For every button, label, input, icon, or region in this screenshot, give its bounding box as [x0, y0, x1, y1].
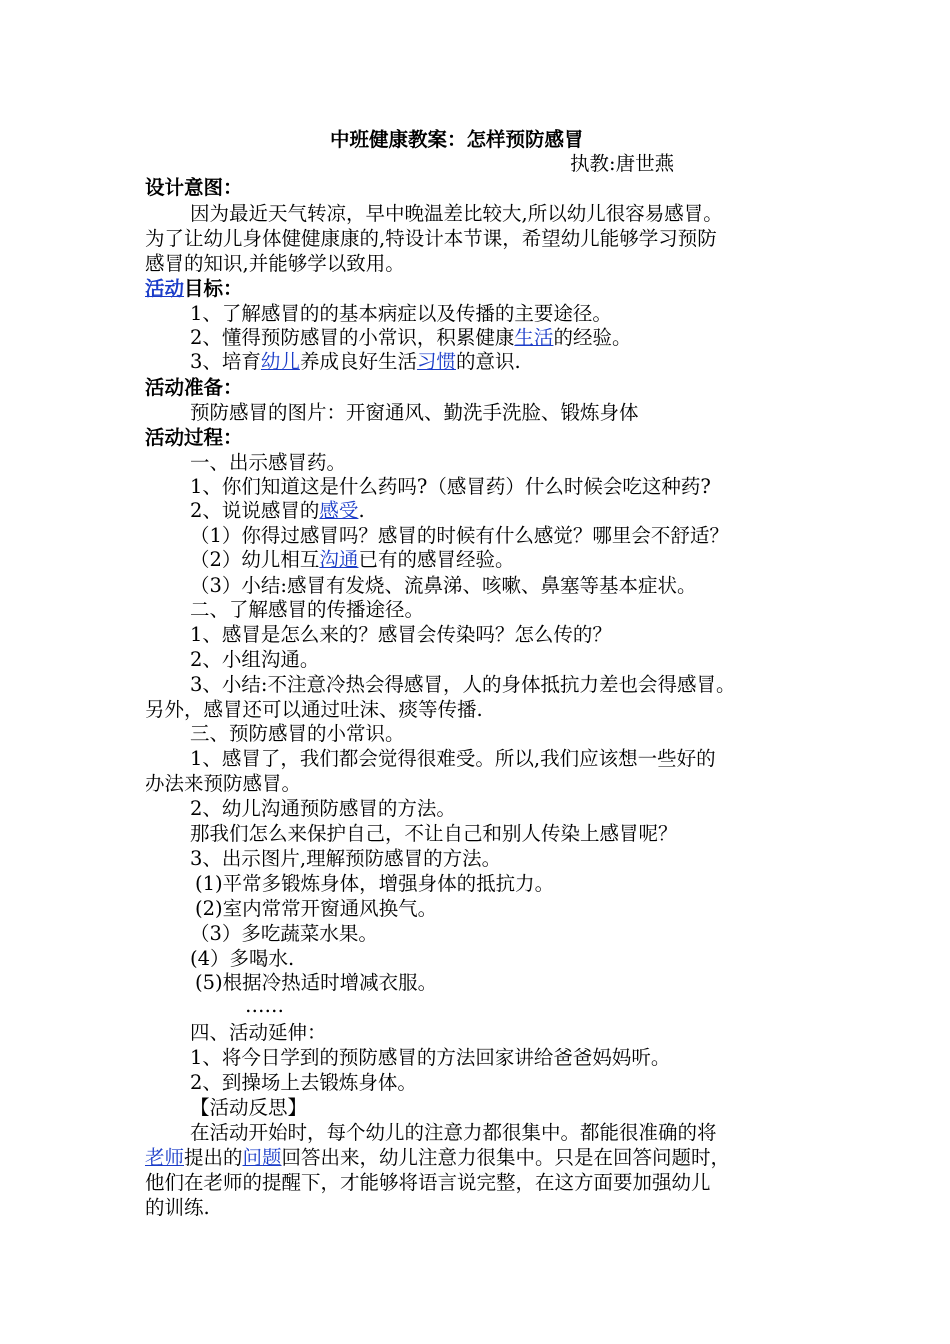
text: 2、说说感冒的	[190, 499, 320, 522]
link-life[interactable]: 生活	[514, 326, 554, 349]
step-item-cont: 办法来预防感冒。	[145, 772, 302, 795]
text: 提出的	[184, 1146, 243, 1169]
link-feeling[interactable]: 感受	[319, 499, 359, 522]
link-teacher[interactable]: 老师	[145, 1146, 185, 1169]
step-item: 1、你们知道这是什么药吗?（感冒药）什么时候会吃这种药?	[190, 475, 711, 498]
text: 的经验。	[553, 326, 632, 349]
section-heading-prep: 活动准备：	[145, 376, 243, 399]
prep-line: 预防感冒的图片：开窗通风、勤洗手洗脸、锻炼身体	[190, 401, 639, 424]
sub-item: （3）小结:感冒有发烧、流鼻涕、咳嗽、鼻塞等基本症状。	[190, 574, 697, 597]
link-habit[interactable]: 习惯	[416, 350, 456, 373]
reflection-line	[145, 1146, 730, 1170]
reflection-heading: 【活动反思】	[190, 1096, 308, 1119]
link-children[interactable]: 幼儿	[260, 350, 300, 373]
method-item: (1)平常多锻炼身体，增强身体的抵抗力。	[195, 872, 555, 895]
method-item: (4）多喝水.	[190, 947, 295, 970]
text: .	[358, 499, 365, 522]
reflection-line: 的训练.	[145, 1196, 210, 1219]
step-title: 四、活动延伸：	[190, 1021, 327, 1044]
step-item: 1、感冒了，我们都会觉得很难受。所以,我们应该想一些好的	[190, 747, 716, 770]
paragraph-line: 感冒的知识,并能够学以致用。	[145, 252, 405, 275]
step-item	[190, 499, 365, 523]
text: 3、培育	[190, 350, 261, 373]
step-title: 一、出示感冒药。	[190, 451, 347, 474]
text: 已有的感冒经验。	[358, 548, 515, 571]
text: 养成良好生活	[299, 350, 417, 373]
goal-item	[190, 326, 631, 350]
reflection-line: 他们在老师的提醒下，才能够将语言说完整，在这方面要加强幼儿	[145, 1171, 711, 1194]
goal-item	[190, 350, 521, 374]
document-title: 中班健康教案：怎样预防感冒	[330, 128, 584, 151]
method-item: (5)根据冷热适时增减衣服。	[195, 971, 438, 994]
link-activity[interactable]: 活动	[145, 277, 185, 300]
step-item: 1、将今日学到的预防感冒的方法回家讲给爸爸妈妈听。	[190, 1046, 671, 1069]
step-item: 2、小组沟通。	[190, 648, 320, 671]
step-item: 3、出示图片,理解预防感冒的方法。	[190, 847, 502, 870]
step-item: 2、幼儿沟通预防感冒的方法。	[190, 797, 456, 820]
section-heading-process: 活动过程：	[145, 426, 243, 449]
teacher-name: 执教:唐世燕	[570, 152, 675, 175]
goal-item: 1、了解感冒的的基本病症以及传播的主要途径。	[190, 302, 612, 325]
link-question[interactable]: 问题	[242, 1146, 282, 1169]
text: 的意识.	[455, 350, 521, 373]
step-title: 二、了解感冒的传播途径。	[190, 598, 425, 621]
paragraph-line: 因为最近天气转凉，早中晚温差比较大,所以幼儿很容易感冒。	[190, 202, 723, 225]
step-question: 那我们怎么来保护自己，不让自己和别人传染上感冒呢？	[190, 822, 678, 845]
step-item: 2、到操场上去锻炼身体。	[190, 1071, 417, 1094]
reflection-line: 在活动开始时，每个幼儿的注意力都很集中。都能很准确的将	[190, 1121, 717, 1144]
step-item-cont: 另外，感冒还可以通过吐沫、痰等传播.	[145, 698, 483, 721]
text: 2、懂得预防感冒的小常识，积累健康	[190, 326, 515, 349]
text: （2）幼儿相互	[190, 548, 320, 571]
section-heading-goals	[145, 277, 243, 301]
section-heading-design: 设计意图：	[145, 176, 243, 199]
step-title: 三、预防感冒的小常识。	[190, 722, 405, 745]
method-item: (2)室内常常开窗通风换气。	[195, 897, 438, 920]
ellipsis: ……	[245, 994, 284, 1017]
sub-item	[190, 548, 514, 572]
step-item: 3、小结:不注意冷热会得感冒，人的身体抵抗力差也会得感冒。	[190, 673, 736, 696]
link-communicate[interactable]: 沟通	[319, 548, 359, 571]
heading-text: 目标：	[184, 277, 243, 300]
text: 回答出来，幼儿注意力很集中。只是在回答问题时，	[281, 1146, 731, 1169]
method-item: （3）多吃蔬菜水果。	[190, 922, 378, 945]
step-item: 1、感冒是怎么来的？感冒会传染吗？怎么传的？	[190, 623, 612, 646]
sub-item: （1）你得过感冒吗？感冒的时候有什么感觉？哪里会不舒适？	[190, 524, 729, 547]
paragraph-line: 为了让幼儿身体健健康康的,特设计本节课，希望幼儿能够学习预防	[145, 227, 717, 250]
